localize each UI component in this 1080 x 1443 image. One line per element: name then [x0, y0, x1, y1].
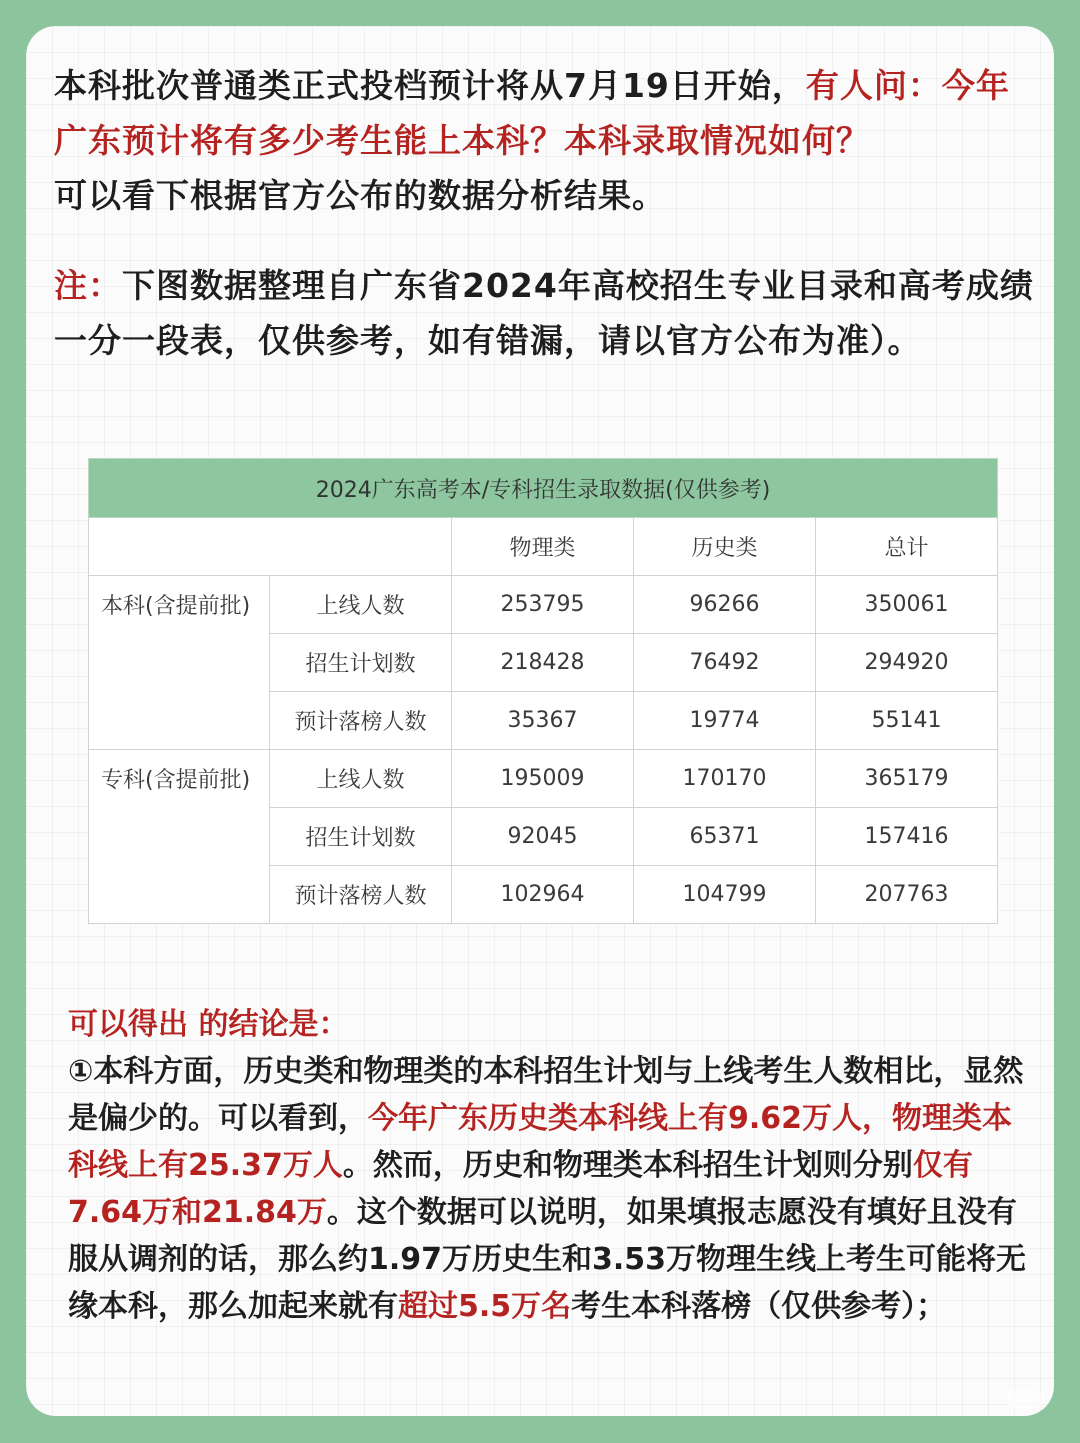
conclusion-paragraph [68, 1001, 1028, 1330]
note-label: 注： [54, 266, 122, 305]
header-history: 历史类 [634, 518, 816, 576]
group-spacer-cell [89, 692, 270, 750]
cell-total: 365179 [816, 750, 998, 808]
cell-history: 104799 [634, 866, 816, 924]
note-paragraph [54, 258, 1034, 368]
cell-total: 294920 [816, 634, 998, 692]
group-spacer-cell [89, 866, 270, 924]
table-header-row [89, 518, 998, 576]
cell-physics: 102964 [452, 866, 634, 924]
cell-total: 350061 [816, 576, 998, 634]
cell-physics: 253795 [452, 576, 634, 634]
table-row [89, 866, 998, 924]
conclusion-text: 考生本科落榜（仅供参考）； [571, 1289, 947, 1324]
row-label: 预计落榜人数 [270, 866, 452, 924]
group-label-junior-college: 专科(含提前批) [89, 750, 270, 808]
header-empty-cell [89, 518, 452, 576]
conclusion-text: ①本科方面，历史类和物理类的本科招生计划与上线考生人数相比，显然是偏少的。可以看到， [68, 1054, 1024, 1136]
conclusion-heading: 可以得出 的结论是： [68, 1007, 349, 1042]
intro-text: 本科批次普通类正式投档预计将从7月19日开始， [54, 66, 806, 105]
row-label: 上线人数 [270, 750, 452, 808]
row-label: 预计落榜人数 [270, 692, 452, 750]
cell-history: 65371 [634, 808, 816, 866]
table-title: 2024广东高考本/专科招生录取数据(仅供参考) [89, 459, 998, 518]
cell-physics: 35367 [452, 692, 634, 750]
cell-total: 157416 [816, 808, 998, 866]
cell-physics: 92045 [452, 808, 634, 866]
cell-total: 207763 [816, 866, 998, 924]
table-row [89, 576, 998, 634]
cell-history: 76492 [634, 634, 816, 692]
table-row [89, 750, 998, 808]
conclusion-text: 。这个数据可以说明，如果填报志愿没有填好且没有服从调剂的话，那么约1.97万历史生和3.53万物理生线上考生可能将无缘本科，那么加起来就有 [68, 1195, 1027, 1324]
table-title-row [89, 459, 998, 518]
group-spacer-cell [89, 634, 270, 692]
note-text: 下图数据整理自广东省2024年高校招生专业目录和高考成绩一分一段表，仅供参考，如有错漏，请以官方公布为准）。 [54, 266, 1034, 360]
table-row [89, 692, 998, 750]
intro-paragraph [54, 58, 1034, 223]
cell-history: 96266 [634, 576, 816, 634]
conclusion-highlight: 超过5.5万名 [398, 1289, 572, 1324]
table-row [89, 634, 998, 692]
admission-data-table [88, 458, 998, 924]
header-physics: 物理类 [452, 518, 634, 576]
cell-physics: 195009 [452, 750, 634, 808]
conclusion-highlight: 今年广东历史类本科线上有9.62万人，物理类本科线上有25.37万人 [68, 1101, 1013, 1183]
intro-question: 有人问：今年广东预计将有多少考生能上本科？本科录取情况如何？ [54, 66, 1010, 160]
row-label: 上线人数 [270, 576, 452, 634]
conclusion-highlight: 仅有7.64万和21.84万 [68, 1148, 973, 1230]
group-spacer-cell [89, 808, 270, 866]
content-card [26, 26, 1054, 1416]
cell-physics: 218428 [452, 634, 634, 692]
row-label: 招生计划数 [270, 808, 452, 866]
intro-followup: 可以看下根据官方公布的数据分析结果。 [54, 176, 666, 215]
watermark-badge [1006, 1390, 1044, 1408]
table-row [89, 808, 998, 866]
cell-total: 55141 [816, 692, 998, 750]
cell-history: 170170 [634, 750, 816, 808]
header-total: 总计 [816, 518, 998, 576]
group-label-undergrad: 本科(含提前批) [89, 576, 270, 634]
row-label: 招生计划数 [270, 634, 452, 692]
conclusion-text: 。然而，历史和物理类本科招生计划则分别 [342, 1148, 913, 1183]
cell-history: 19774 [634, 692, 816, 750]
